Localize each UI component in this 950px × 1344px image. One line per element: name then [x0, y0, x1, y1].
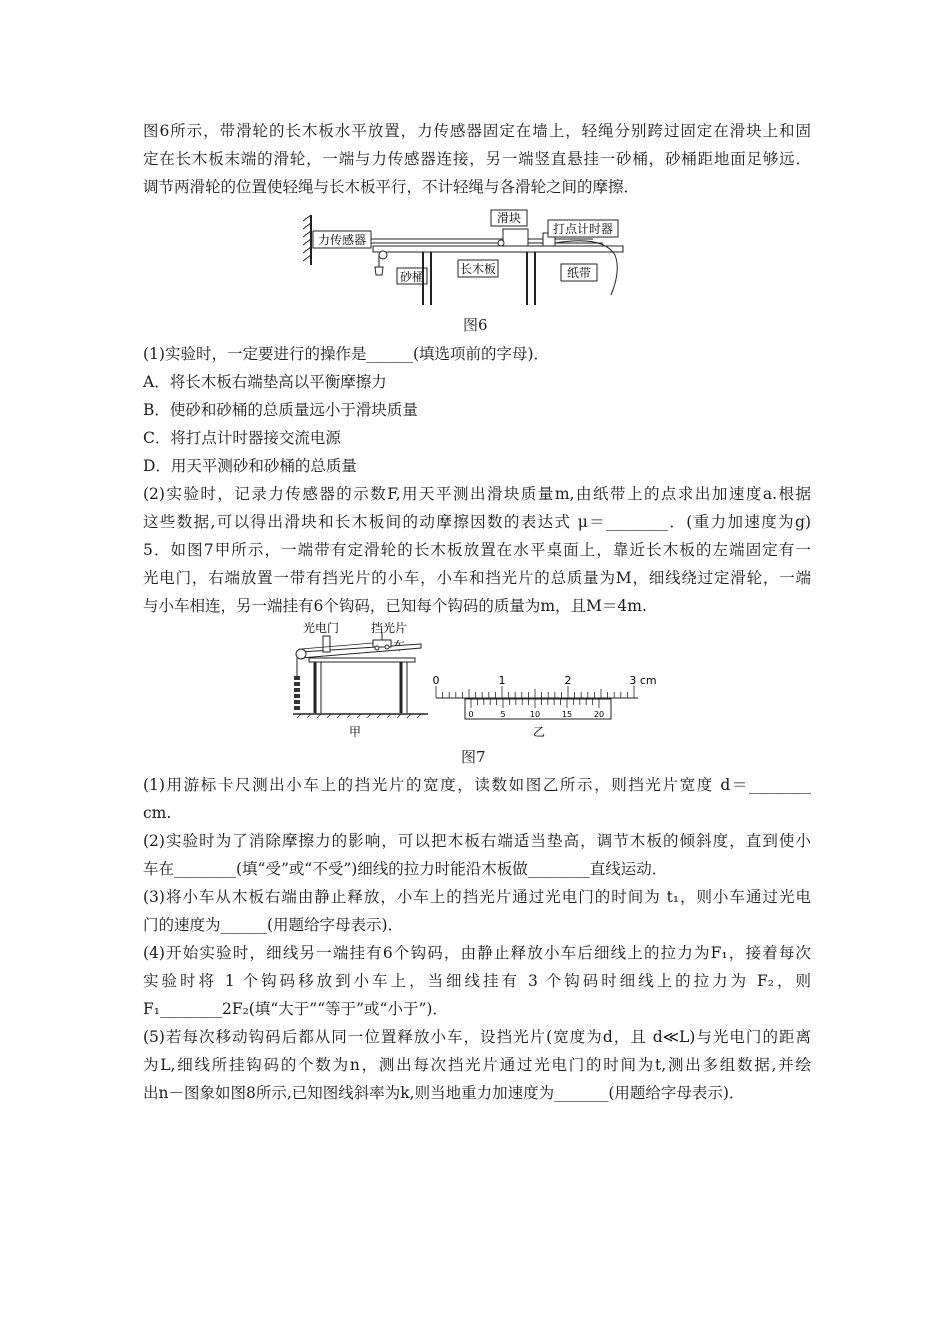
figure-6-diagram	[303, 205, 643, 310]
paper-tape-label: 纸带	[566, 266, 592, 280]
q5-part4-line1: (4)开始实验时，细线另一端挂有6个钩码，由静止释放小车后细线上的拉力为F₁，接着每次	[143, 944, 811, 962]
q4-option-d: D．用天平测砂和砂桶的总质量	[143, 457, 357, 475]
q4-option-b: B．使砂和砂桶的总质量远小于滑块质量	[143, 401, 418, 419]
q4-option-a: A．将长木板右端垫高以平衡摩擦力	[143, 373, 387, 391]
intro-line-1: 图6所示，带滑轮的长木板水平放置，力传感器固定在墙上，轻绳分别跨过固定在滑块上和固	[143, 122, 811, 140]
main-scale-1: 1	[498, 674, 506, 687]
figure-7-diagram	[293, 618, 663, 743]
vernier-scale-15: 15	[561, 710, 573, 719]
q5-part5-line1: (5)若每次移动钩码后都从同一位置释放小车，设挡光片(宽度为d，且 d≪L)与光电门的距离	[143, 1028, 811, 1046]
fig7-jia-label: 甲	[348, 725, 362, 739]
q4-part1: (1)实验时，一定要进行的操作是______(填选项前的字母)．	[143, 345, 550, 363]
timer-label: 打点计时器	[552, 222, 614, 236]
q5-part5-line3: 出n－图象如图8所示,已知图线斜率为k,则当地重力加速度为_______(用题给字母表示)．	[143, 1084, 745, 1102]
intro-line-3: 调节两滑轮的位置使轻绳与长木板平行，不计轻绳与各滑轮之间的摩擦．	[143, 178, 640, 196]
force-sensor-label: 力传感器	[317, 233, 367, 247]
q5-part1-line2: cm.	[143, 804, 172, 822]
q5-part4-line3: F₁________2F₂(填“大于”“等于”或“小于”)．	[143, 1000, 448, 1018]
fig7-yi-label: 乙	[532, 725, 546, 739]
figure-6-caption: 图6	[463, 316, 488, 334]
q5-part3-line1: (3)将小车从木板右端由静止释放，小车上的挡光片通过光电门的时间为 t₁，则小车通过光电	[143, 888, 811, 906]
q5-intro-line2: 光电门，右端放置一带有挡光片的小车，小车和挡光片的总质量为M，细线绕过定滑轮，一端	[143, 569, 811, 587]
q5-part1-line1: (1)用游标卡尺测出小车上的挡光片的宽度，读数如图乙所示，则挡光片宽度 d＝________	[143, 776, 811, 794]
q5-part4-line2: 实验时将 1 个钩码移放到小车上，当细线挂有 3 个钩码时细线上的拉力为 F₂，则	[143, 972, 811, 990]
figure-7-caption: 图7	[461, 748, 486, 766]
main-scale-3: 3 cm	[629, 674, 657, 687]
vernier-scale-5: 5	[500, 710, 506, 719]
intro-line-2: 定在长木板末端的滑轮，一端与力传感器连接，另一端竖直悬挂一砂桶，砂桶距地面足够远．	[143, 150, 811, 168]
q5-intro-line1: 5．如图7甲所示，一端带有定滑轮的长木板放置在水平桌面上，靠近长木板的左端固定有一	[143, 541, 811, 559]
photogate-label: 光电门	[303, 621, 340, 635]
q5-part5-line2: 为L,细线所挂钩码的个数为n，测出每次挡光片通过光电门的时间为t,测出多组数据,并绘	[143, 1056, 811, 1074]
long-board-label: 长木板	[459, 262, 497, 276]
sand-bucket-label: 砂桶	[399, 270, 425, 284]
shutter-label: 挡光片	[371, 621, 408, 635]
main-scale-2: 2	[564, 674, 572, 687]
vernier-scale-10: 10	[529, 710, 541, 719]
q4-part2-line2: 这些数据,可以得出滑块和长木板间的动摩擦因数的表达式 μ＝________．(重力加速度为g)	[143, 513, 811, 531]
main-scale-0: 0	[432, 674, 440, 687]
q5-part2-line2: 车在________(填“受”或“不受”)细线的拉力时能沿木板做________直线运动．	[143, 860, 668, 878]
q5-part3-line2: 门的速度为______(用题给字母表示)．	[143, 916, 404, 934]
vernier-scale-0: 0	[468, 710, 474, 719]
q4-part2-line1: (2)实验时，记录力传感器的示数F,用天平测出滑块质量m,由纸带上的点求出加速度a.根据	[143, 485, 811, 503]
q5-part2-line1: (2)实验时为了消除摩擦力的影响，可以把木板右端适当垫高，调节木板的倾斜度，直到使小	[143, 832, 811, 850]
q5-intro-line3: 与小车相连，另一端挂有6个钩码，已知每个钩码的质量为m，且M＝4m.	[143, 597, 647, 615]
q4-option-c: C．将打点计时器接交流电源	[143, 429, 341, 447]
slider-label: 滑块	[496, 211, 522, 225]
vernier-scale-20: 20	[593, 710, 605, 719]
